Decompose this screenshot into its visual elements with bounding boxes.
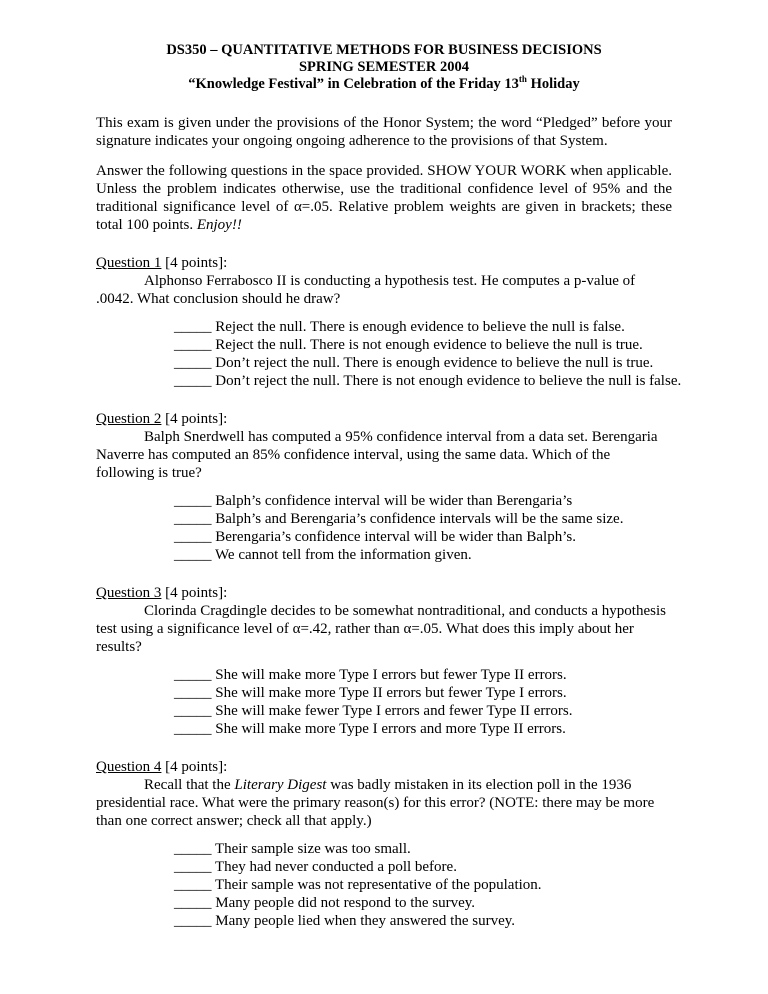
exam-header (96, 42, 672, 93)
answer-option[interactable]: _____ Reject the null. There is enough evidence to believe the null is false. (174, 319, 625, 335)
question-1-heading: Question 1 [4 points]: (96, 255, 228, 271)
answer-option[interactable]: _____ Don’t reject the null. There is enough evidence to believe the null is true. (174, 355, 654, 371)
question-2-text: Balph Snerdwell has computed a 95% confidence interval from a data set. Berengaria Naverre has computed an 85% confidence interval, using the same data. Which of the following is true? (96, 429, 658, 481)
question-4-text: Recall that the Literary Digest was badly mistaken in its election poll in the 1936 presidential race. What were the primary reason(s) for this error? (NOTE: there may be more than one correct answer; check all that apply.) (96, 777, 655, 829)
exam-subtitle: “Knowledge Festival” in Celebration of the Friday 13th Holiday (188, 74, 580, 92)
question-1-options (174, 318, 682, 390)
course-title: DS350 – QUANTITATIVE METHODS FOR BUSINESS DECISIONS (166, 42, 602, 58)
semester-title: SPRING SEMESTER 2004 (298, 59, 469, 75)
question-3-text: Clorinda Cragdingle decides to be somewhat nontraditional, and conducts a hypothesis test using a significance level of α=.42, rather than α=.05. What does this imply about her results? (96, 603, 666, 655)
answer-option[interactable]: _____ She will make more Type I errors but fewer Type II errors. (174, 667, 567, 683)
answer-option[interactable]: _____ She will make more Type I errors and more Type II errors. (174, 721, 566, 737)
question-4-options (174, 840, 672, 930)
answer-option[interactable]: _____ Don’t reject the null. There is not enough evidence to believe the null is false. (174, 373, 682, 389)
answer-option[interactable]: _____ Balph’s confidence interval will be wider than Berengaria’s (174, 493, 573, 509)
answer-option[interactable]: _____ She will make more Type II errors but fewer Type I errors. (174, 685, 567, 701)
question-1-text: Alphonso Ferrabosco II is conducting a hypothesis test. He computes a p-value of .0042. What conclusion should he draw? (96, 273, 636, 307)
answer-option[interactable]: _____ Reject the null. There is not enough evidence to believe the null is true. (174, 337, 643, 353)
answer-option[interactable]: _____ They had never conducted a poll before. (174, 859, 457, 875)
answer-option[interactable]: _____ Their sample size was too small. (174, 841, 411, 857)
question-1 (96, 254, 682, 390)
question-3 (96, 584, 672, 738)
question-3-heading: Question 3 [4 points]: (96, 585, 228, 601)
answer-option[interactable]: _____ Many people lied when they answered the survey. (174, 913, 516, 929)
answer-option[interactable]: _____ We cannot tell from the information given. (174, 547, 472, 563)
question-2-options (174, 492, 672, 564)
instructions-paragraph: Answer the following questions in the space provided. SHOW YOUR WORK when applicable. Unless the problem indicates otherwise, use the traditional confidence level of 95% and the traditional significance level of α=.05. Relative problem weights are given in brackets; these total 100 points. Enjoy!! (96, 163, 672, 233)
honor-system-paragraph: This exam is given under the provisions of the Honor System; the word “Pledged” before your signature indicates your ongoing ongoing adherence to the provisions of that System. (96, 115, 672, 149)
question-3-options (174, 666, 672, 738)
question-4-heading: Question 4 [4 points]: (96, 759, 228, 775)
question-4 (96, 758, 672, 930)
answer-option[interactable]: _____ Berengaria’s confidence interval will be wider than Balph’s. (174, 529, 576, 545)
question-2-heading: Question 2 [4 points]: (96, 411, 228, 427)
answer-option[interactable]: _____ She will make fewer Type I errors and fewer Type II errors. (174, 703, 573, 719)
answer-option[interactable]: _____ Their sample was not representative of the population. (174, 877, 542, 893)
question-2 (96, 410, 672, 564)
answer-option[interactable]: _____ Many people did not respond to the survey. (174, 895, 476, 911)
answer-option[interactable]: _____ Balph’s and Berengaria’s confidence intervals will be the same size. (174, 511, 624, 527)
